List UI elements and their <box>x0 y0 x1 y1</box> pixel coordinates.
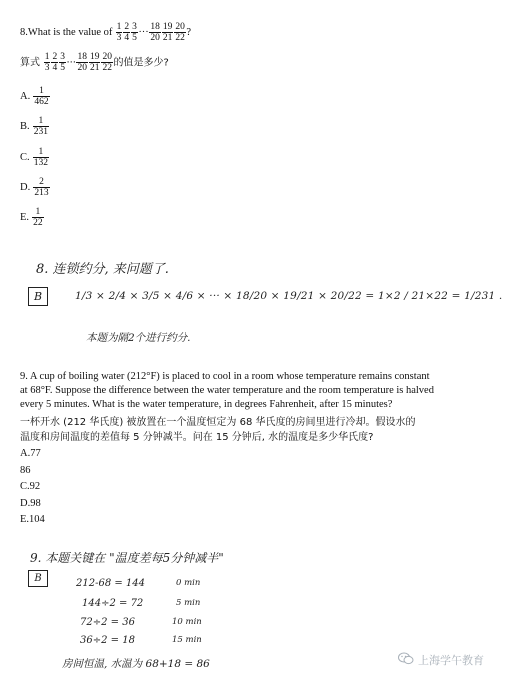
product-frac-20: $\frac{20}{22}$ <box>175 22 185 43</box>
product-frac-1: $\frac{1}{3}$ <box>116 22 122 43</box>
q9-option-e: E.104 <box>20 514 45 525</box>
product-frac-3: $\frac{3}{5}$ <box>132 22 137 43</box>
q9-answer-box: B <box>28 570 48 587</box>
product-frac-19: $\frac{19}{21}$ <box>162 22 173 43</box>
q9-option-a: A.77 <box>20 448 41 459</box>
q9-text-zh <box>20 415 416 445</box>
q8-option-d <box>20 177 50 198</box>
q8-option-c <box>20 147 50 168</box>
q9-final: 房间恒温, 水温为 68+18 = 86 <box>62 658 210 670</box>
zh-frac-20: $\frac{20}{22}$ <box>102 52 112 73</box>
option-label: E. <box>20 211 30 223</box>
q9-zh-line-1: 一杯开水 (212 华氏度) 被放置在一个温度恒定为 68 华氏度的房间里进行冷却。假设水的 <box>20 417 416 428</box>
q8-option-a <box>20 86 50 107</box>
zh-prefix: 算式 <box>20 57 40 69</box>
q8-option-e <box>20 207 44 228</box>
q9-row-3-time: 10 min <box>172 617 202 627</box>
zh-dots: ··· <box>66 57 76 69</box>
q9-option-b: 86 <box>20 464 31 476</box>
q9-row-1-time: 0 min <box>176 578 201 588</box>
q9-zh-line-2: 温度和房间温度的差值每 5 分钟减半。问在 15 分钟后, 水的温度是多少华氏度? <box>20 432 374 443</box>
product-frac-2: $\frac{2}{4}$ <box>124 22 130 43</box>
product-frac-18: $\frac{18}{20}$ <box>150 22 160 43</box>
product-dots: ··· <box>138 26 149 38</box>
q9-text-en <box>20 370 490 412</box>
q9-hand-header: 9. 本题关键在 "温度差每5分钟减半" <box>30 551 224 565</box>
option-label: D. <box>20 181 31 193</box>
q9-en-line-1: 9. A cup of boiling water (212°F) is placed to cool in a room whose temperature remains constant <box>20 371 430 382</box>
option-label: B. <box>20 120 30 132</box>
q8-answer-box: B <box>28 287 48 306</box>
zh-suffix: 的值是多少? <box>113 57 169 69</box>
q8-hand-header: 8. 连锁约分, 来问题了. <box>36 262 169 277</box>
q8-prompt-zh <box>20 52 169 73</box>
q8-prompt <box>20 22 191 43</box>
option-frac: $\frac{2}{213}$ <box>34 177 49 198</box>
q8-hand-work: 1/3 × 2/4 × 3/5 × 4/6 × ··· × 18/20 × 19/21 × 20/22 = 1×2 / 21×22 = 1/231 . <box>75 290 503 302</box>
q9-row-1-calc: 212-68 = 144 <box>76 578 146 589</box>
q9-row-3-calc: 72÷2 = 36 <box>80 617 135 628</box>
option-frac: $\frac{1}{22}$ <box>33 207 43 228</box>
q9-en-line-3: every 5 minutes. What is the water temperature, in degrees Fahrenheit, after 15 minutes? <box>20 399 393 410</box>
q8-option-b <box>20 116 50 137</box>
q9-row-4-calc: 36÷2 = 18 <box>80 635 135 646</box>
option-label: C. <box>20 151 30 163</box>
zh-frac-2: $\frac{2}{4}$ <box>52 52 58 73</box>
option-frac: $\frac{1}{132}$ <box>33 147 49 168</box>
wechat-icon <box>398 652 414 668</box>
q9-option-c: C.92 <box>20 481 41 492</box>
zh-frac-1: $\frac{1}{3}$ <box>44 52 50 73</box>
zh-frac-3: $\frac{3}{5}$ <box>60 52 65 73</box>
q9-row-2-time: 5 min <box>176 598 201 608</box>
zh-frac-18: $\frac{18}{20}$ <box>77 52 87 73</box>
q9-options <box>20 446 45 529</box>
option-frac: $\frac{1}{462}$ <box>34 86 49 107</box>
q8-question-mark: ? <box>186 26 191 38</box>
zh-frac-19: $\frac{19}{21}$ <box>89 52 100 73</box>
option-label: A. <box>20 90 31 102</box>
q8-prompt-text: 8.What is the value of <box>20 26 113 38</box>
q9-option-d: D.98 <box>20 497 41 509</box>
q9-en-line-2: at 68°F. Suppose the difference between the water temperature and the room temperature is halved <box>20 385 434 396</box>
q8-hand-note: 本题为隔2个进行约分. <box>86 332 191 344</box>
watermark <box>398 652 484 668</box>
q9-row-4-time: 15 min <box>172 635 202 645</box>
watermark-text: 上海学午教育 <box>418 654 484 667</box>
q9-row-2-calc: 144÷2 = 72 <box>82 598 144 609</box>
option-frac: $\frac{1}{231}$ <box>33 116 49 137</box>
